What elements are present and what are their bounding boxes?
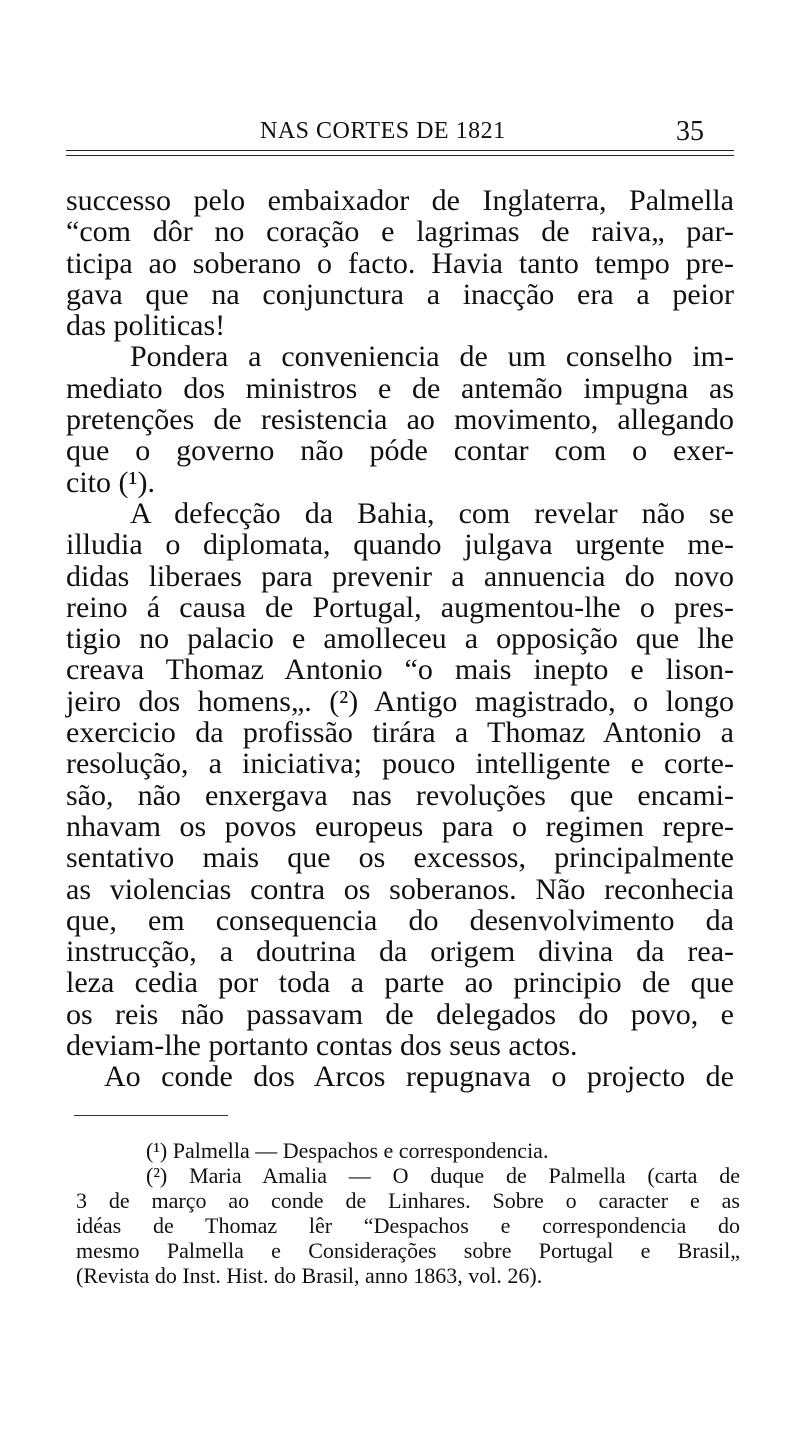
text-line: gava que na conjunctura a inacção era a peior (66, 277, 734, 311)
text-line: mediato dos ministros e de antemão impugna as (66, 371, 734, 405)
text-line: os reis não passavam de delegados do povo, e (66, 997, 734, 1031)
text-line: sentativo mais que os excessos, principalmente (66, 841, 734, 875)
footnote-line: (¹) Palmella — Despachos e correspondencia. (146, 1138, 549, 1163)
text-line: reino á causa de Portugal, augmentou-lhe o pres- (66, 590, 734, 624)
text-line: illudia o diplomata, quando julgava urgente me- (66, 528, 734, 562)
footnote-line: (²) Maria Amalia — O duque de Palmella (carta de (146, 1163, 740, 1188)
header-rule (66, 150, 734, 156)
text-line: “com dôr no coração e lagrimas de raiva„ par- (66, 215, 734, 249)
text-line: didas liberaes para prevenir a annuencia do novo (66, 559, 734, 593)
text-line: A defecção da Bahia, com revelar não se (130, 496, 734, 530)
text-line: resolução, a iniciativa; pouco intelligente e corte- (66, 747, 734, 781)
text-line: creava Thomaz Antonio “o mais inepto e lison- (66, 653, 734, 687)
page-number: 35 (676, 116, 704, 147)
running-title: NAS CORTES DE 1821 (260, 118, 506, 144)
text-line: Ao conde dos Arcos repugnava o projecto de (104, 1060, 734, 1094)
footnote-line: idéas de Thomaz lêr “Despachos e correspondencia do (76, 1213, 740, 1238)
text-line: das politicas! (66, 309, 226, 343)
text-line: são, não enxergava nas revoluções que encami- (66, 778, 734, 812)
text-line: pretenções de resistencia ao movimento, allegando (66, 403, 734, 437)
footnotes (76, 1138, 740, 1288)
text-line: ticipa ao soberano o facto. Havia tanto tempo pre- (66, 246, 734, 280)
text-line: deviam-lhe portanto contas dos seus actos. (66, 1029, 578, 1063)
text-line: instrucção, a doutrina da origem divina da rea- (66, 935, 734, 969)
text-line: que, em consequencia do desenvolvimento da (66, 903, 734, 937)
body-text (66, 185, 734, 1093)
footnote-line: (Revista do Inst. Hist. do Brasil, anno 1863, vol. 26). (76, 1263, 543, 1288)
footnote-line: 3 de março ao conde de Linhares. Sobre o caracter e as (76, 1188, 740, 1213)
footnote-line: mesmo Palmella e Considerações sobre Portugal e Brasil„ (76, 1238, 740, 1263)
text-line: exercicio da profissão tirára a Thomaz Antonio a (66, 716, 734, 750)
text-line: Pondera a conveniencia de um conselho im- (130, 340, 734, 374)
text-line: jeiro dos homens„. (²) Antigo magistrado, o longo (66, 684, 734, 718)
text-line: successo pelo embaixador de Inglaterra, Palmella (66, 184, 734, 217)
running-head (66, 118, 734, 150)
text-line: tigio no palacio e amolleceu a opposição que lhe (66, 622, 734, 656)
footnote-rule (74, 1115, 228, 1116)
text-line: nhavam os povos europeus para o regimen repre- (66, 809, 734, 843)
text-line: leza cedia por toda a parte ao principio de que (66, 966, 734, 1000)
text-line: as violencias contra os soberanos. Não reconhecia (66, 872, 734, 906)
text-line: que o governo não póde contar com o exer- (66, 434, 734, 468)
text-line: cito (¹). (66, 465, 155, 499)
